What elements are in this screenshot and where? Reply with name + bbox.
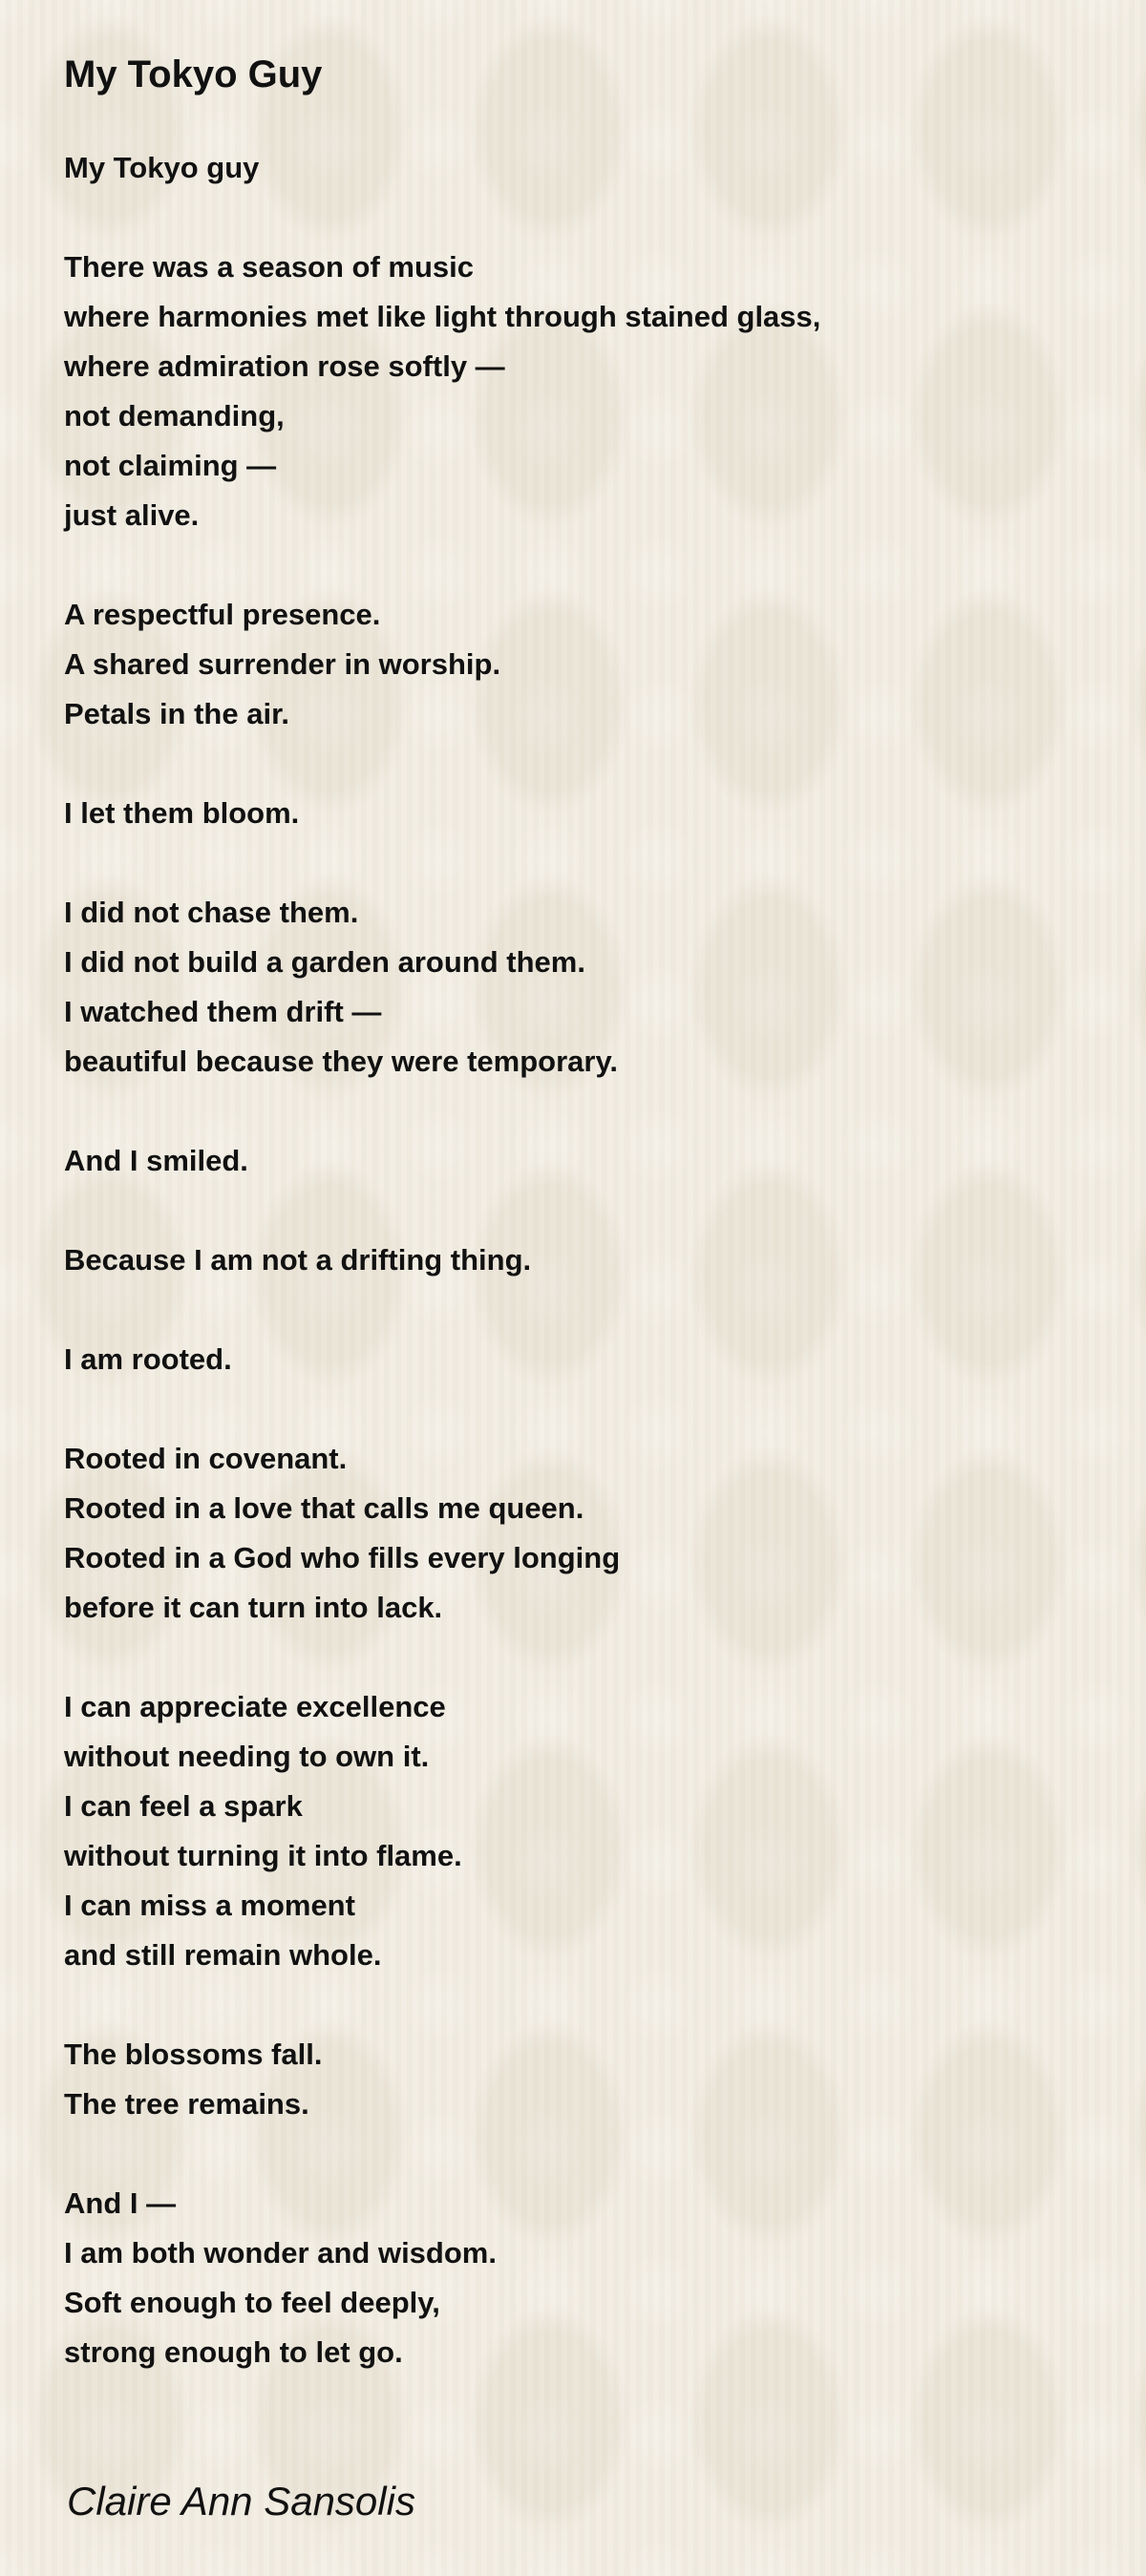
poem-title: My Tokyo Guy <box>64 53 323 95</box>
poem-line: and still remain whole. <box>64 1938 382 1972</box>
poem-line: without turning it into flame. <box>64 1839 462 1872</box>
poem-line: My Tokyo guy <box>64 151 260 184</box>
poem-line: There was a season of music <box>64 250 475 284</box>
poem-line: without needing to own it. <box>64 1740 430 1773</box>
poem-line: The blossoms fall. <box>64 2038 323 2071</box>
poem-stanza <box>64 1434 1095 1633</box>
poem-line: where harmonies met like light through stained glass, <box>64 300 821 333</box>
poem-line: just alive. <box>64 498 200 532</box>
poem-line: Rooted in a God who fills every longing <box>64 1541 621 1574</box>
poem-stanza <box>64 1335 1095 1384</box>
poem-line: And I smiled. <box>64 1144 248 1177</box>
poem-stanza <box>64 243 1095 540</box>
poem-line: not demanding, <box>64 399 285 433</box>
poem-line: A respectful presence. <box>64 598 381 631</box>
poem-stanza <box>64 789 1095 838</box>
poem-line: Rooted in covenant. <box>64 1442 348 1475</box>
poem-stanza <box>64 2030 1095 2129</box>
poem-line: Petals in the air. <box>64 697 290 730</box>
poem-stanza <box>64 143 1095 193</box>
poem-line: before it can turn into lack. <box>64 1591 443 1624</box>
poem-line: A shared surrender in worship. <box>64 647 501 681</box>
poem-line: I watched them drift — <box>64 995 382 1028</box>
poem-line: And I — <box>64 2186 177 2220</box>
poem-line: beautiful because they were temporary. <box>64 1045 619 1078</box>
poem-line: I did not chase them. <box>64 896 359 929</box>
poem-line: I can feel a spark <box>64 1789 303 1823</box>
poem-stanza <box>64 2179 1095 2377</box>
poem-line: Soft enough to feel deeply, <box>64 2286 440 2319</box>
poem-line: Rooted in a love that calls me queen. <box>64 1491 584 1525</box>
poem-stanza <box>64 590 1095 739</box>
poem-line: strong enough to let go. <box>64 2335 403 2369</box>
author-signature: Claire Ann Sansolis <box>67 2479 415 2523</box>
poem-line: I can appreciate excellence <box>64 1690 446 1723</box>
poem-line: I can miss a moment <box>64 1889 355 1922</box>
poem-stanza <box>64 1136 1095 1186</box>
poem-line: The tree remains. <box>64 2087 309 2121</box>
poem-line: Because I am not a drifting thing. <box>64 1243 532 1277</box>
poem-line: I am both wonder and wisdom. <box>64 2236 497 2270</box>
poem-line: I let them bloom. <box>64 796 300 830</box>
poem-line: not claiming — <box>64 449 277 482</box>
poem-stanza <box>64 888 1095 1087</box>
poem-line: I am rooted. <box>64 1342 232 1376</box>
poem-stanza <box>64 1235 1095 1285</box>
poem-line: where admiration rose softly — <box>64 349 505 383</box>
poem-line: I did not build a garden around them. <box>64 945 585 979</box>
poem-stanza <box>64 1682 1095 1980</box>
poem-body <box>64 143 1095 2427</box>
